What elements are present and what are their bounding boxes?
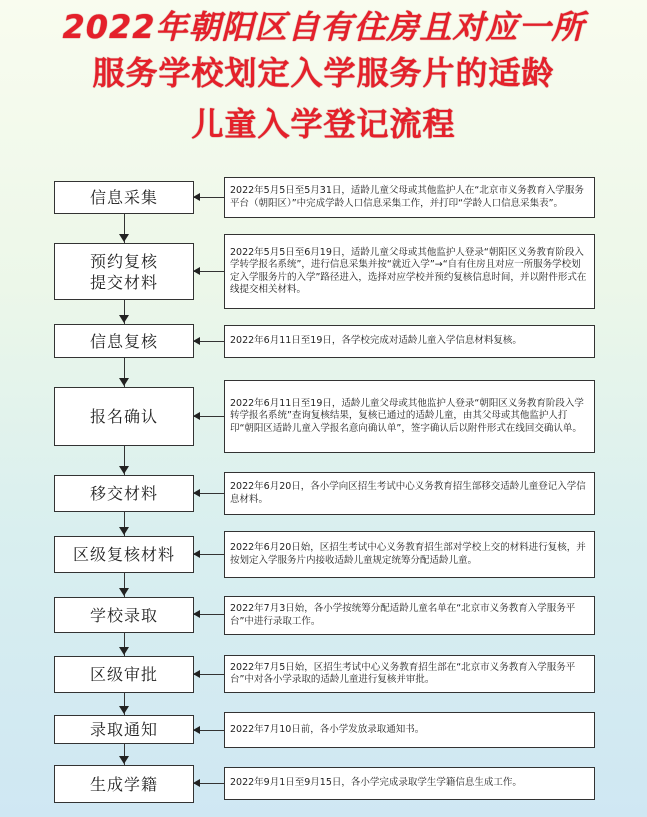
desc-text: 2022年9月1日至9月15日，各小学完成录取学生学籍信息生成工作。 [230, 777, 522, 789]
step-admission-notice: 录取通知 [54, 715, 194, 744]
arrow-down-icon [119, 378, 129, 386]
step-generate-enrollment: 生成学籍 [54, 765, 194, 803]
connector-arrow [194, 271, 224, 272]
arrow-down-icon [119, 234, 129, 242]
step-admission-notice-desc [224, 712, 595, 748]
step-school-admission-desc [224, 596, 595, 635]
connector-arrow [194, 674, 224, 675]
step-info-review-desc [224, 325, 595, 358]
step-appointment-submit: 预约复核 提交材料 [54, 243, 194, 300]
desc-text: 2022年6月20日，各小学向区招生考试中心义务教育招生部移交适龄儿童登记入学信息材料。 [230, 481, 586, 505]
step-info-review: 信息复核 [54, 324, 194, 358]
connector-arrow [194, 554, 224, 555]
step-registration-confirm: 报名确认 [54, 387, 194, 446]
arrow-down-icon [119, 706, 129, 714]
step-info-collection: 信息采集 [54, 181, 194, 214]
connector-arrow [194, 493, 224, 494]
arrow-down-icon [119, 466, 129, 474]
title-line-2: 服务学校划定入学服务片的适龄 [92, 54, 555, 92]
connector-arrow [194, 783, 224, 784]
arrow-down-icon [119, 756, 129, 764]
step-school-admission: 学校录取 [54, 597, 194, 633]
arrow-down-icon [119, 315, 129, 323]
connector-arrow [194, 197, 224, 198]
desc-text: 2022年6月11日至19日，适龄儿童父母或其他监护人登录“朝阳区义务教育阶段入学转学报名系统”查询复核结果，复核已通过的适龄儿童，由其父母或其他监护人打印“朝阳区适龄儿童入学报名意向确认单”，签字确认后以附件形式在线回交确认单。 [230, 397, 584, 434]
step-district-approval: 区级审批 [54, 656, 194, 693]
step-registration-confirm-desc [224, 380, 595, 453]
arrow-down-icon [119, 647, 129, 655]
desc-text: 2022年6月11日至19日，各学校完成对适龄儿童入学信息材料复核。 [230, 335, 522, 347]
connector-arrow [194, 341, 224, 342]
arrow-down-icon [119, 527, 129, 535]
connector-arrow [194, 730, 224, 731]
arrow-down-icon [119, 588, 129, 596]
desc-text: 2022年7月5日始，区招生考试中心义务教育招生部在“北京市义务教育入学服务平台”中对各小学录取的适龄儿童进行复核并审批。 [230, 661, 576, 685]
connector-arrow [194, 416, 224, 417]
connector-arrow [194, 614, 224, 615]
step-appointment-submit-desc [224, 234, 595, 309]
title-line-1: 2022年朝阳区自有住房且对应一所 [62, 8, 585, 46]
desc-text: 2022年5月5日至5月31日，适龄儿童父母或其他监护人在“北京市义务教育入学服务平台（朝阳区）”中完成学龄人口信息采集工作，并打印“学龄人口信息采集表”。 [230, 185, 584, 209]
desc-text: 2022年5月5日至6月19日，适龄儿童父母或其他监护人登录“朝阳区义务教育阶段入学转学报名系统”，进行信息采集并按“就近入学”→“自有住房且对应一所服务学校划定入学服务片的入学”路径进入，选择对应学校并预约复核信息时间，并以附件形式在线提交相关材料。 [230, 246, 587, 295]
title-line-3: 儿童入学登记流程 [191, 105, 456, 143]
step-transfer-materials: 移交材料 [54, 475, 194, 512]
step-transfer-materials-desc [224, 472, 595, 515]
desc-text: 2022年6月20日始，区招生考试中心义务教育招生部对学校上交的材料进行复核，并按划定入学服务片内接收适龄儿童规定统筹分配适龄儿童。 [230, 542, 586, 566]
step-district-review: 区级复核材料 [54, 536, 194, 573]
desc-text: 2022年7月10日前，各小学发放录取通知书。 [230, 723, 425, 735]
step-info-collection-desc [224, 177, 595, 218]
desc-text: 2022年7月3日始，各小学按统筹分配适龄儿童名单在“北京市义务教育入学服务平台”中进行录取工作。 [230, 603, 576, 627]
step-district-approval-desc [224, 655, 595, 693]
step-generate-enrollment-desc [224, 767, 595, 800]
step-district-review-desc [224, 531, 595, 578]
